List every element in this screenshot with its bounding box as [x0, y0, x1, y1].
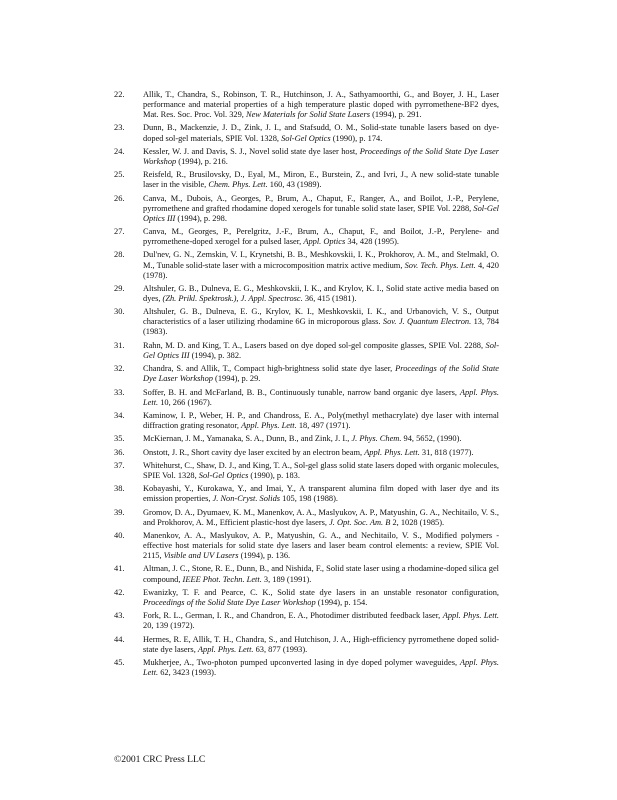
- reference-number: 26.: [114, 193, 125, 203]
- reference-source-italic: IEEE Phot. Techn. Lett.: [182, 574, 262, 584]
- reference-text: [143, 250, 499, 279]
- reference-text-segment: (1990), p. 174.: [330, 133, 383, 143]
- reference-number: 34.: [114, 410, 125, 420]
- reference-text-segment: 34, 428 (1995).: [345, 237, 399, 247]
- reference-number: 44.: [114, 634, 125, 644]
- reference-number: 29.: [114, 283, 125, 293]
- reference-entry: [114, 307, 499, 337]
- reference-entry: [114, 658, 499, 678]
- reference-text-segment: 36, 415 (1981).: [302, 294, 357, 303]
- reference-number: 36.: [114, 447, 125, 457]
- reference-entry: [114, 434, 499, 444]
- reference-list: [114, 90, 499, 681]
- reference-text: [143, 484, 499, 503]
- reference-number: 33.: [114, 387, 125, 397]
- reference-entry: [114, 250, 499, 280]
- reference-number: 24.: [114, 146, 125, 156]
- reference-text-segment: (1994), p. 136.: [238, 551, 291, 561]
- reference-text-segment: Gromov, D. A., Dyumaev, K. M., Manenkov, A. A., Maslyukov, A. P., Matyushin, G. A., Nechitailo, V. S., and Prokhorov, A. M., Efficient plastic-host dye lasers,: [143, 507, 499, 527]
- reference-number: 31.: [114, 340, 125, 350]
- reference-text-segment: 3, 189 (1991).: [261, 574, 312, 584]
- reference-source-italic: Proceedings of the Solid State Dye Laser Workshop: [143, 597, 316, 607]
- reference-text-segment: 10, 266 (1967).: [158, 397, 212, 407]
- reference-source-italic: Proceedings of the Solid State Dye Laser Workshop: [143, 364, 499, 384]
- reference-number: 23.: [114, 123, 125, 133]
- reference-text-segment: (1994), p. 154.: [315, 597, 368, 607]
- reference-source-italic: Sov. J. Quantum Electron.: [382, 317, 472, 327]
- reference-number: 22.: [114, 90, 125, 99]
- reference-entry: [114, 564, 499, 584]
- reference-entry: [114, 611, 499, 631]
- reference-text: [143, 147, 499, 166]
- reference-text-segment: 31, 818 (1977).: [419, 447, 474, 457]
- reference-text-segment: 94, 5652, (1990).: [401, 434, 462, 444]
- reference-text-segment: Chandra, S. and Allik, T., Compact high-brightness solid state dye laser,: [143, 364, 396, 374]
- reference-text-segment: Dul'nev, G. N., Zemskin, V. I., Krynetshi, B. B., Meshkovskii, I. K., Prokhorov, A. M., and Stelmakl, O. M., Tunable solid-state laser with a microcomposition matrix active medium,: [143, 250, 499, 270]
- reference-entry: [114, 411, 499, 431]
- reference-entry: [114, 448, 499, 458]
- reference-text-segment: (1994), p. 29.: [212, 374, 261, 384]
- reference-number: 45.: [114, 657, 125, 667]
- reference-text-segment: Reisfeld, R., Brusilovsky, D., Eyal, M., Miron, E., Burstein, Z., and Ivri, J., A new solid-state tunable laser in the visible,: [143, 170, 499, 190]
- reference-text: [143, 588, 499, 607]
- reference-text-segment: Kobayashi, Y., Kurokawa, Y., and Imai, Y., A transparent alumina film doped with laser dye and its emission properties,: [143, 484, 499, 504]
- reference-text: [143, 564, 499, 583]
- reference-text: [143, 194, 499, 223]
- reference-text-segment: 105, 198 (1988).: [280, 494, 338, 504]
- reference-text-segment: Altshuler, G. B., Dulneva, E. G., Krylov, K. I., Meshkovskii, I. K., and Urbanovich, V. S., Output characteristics of a laser utilizing rhodamine 6G in microporous glass.: [143, 307, 499, 327]
- reference-entry: [114, 194, 499, 224]
- reference-number: 40.: [114, 530, 125, 540]
- reference-entry: [114, 484, 499, 504]
- reference-text-segment: 160, 43 (1989).: [267, 180, 322, 190]
- reference-text-segment: Altman, J. C., Stone, R. E., Dunn, B., and Nishida, F., Solid state laser using a rhodamine-doped silica gel compound,: [143, 564, 499, 584]
- reference-source-italic: Appl. Phys. Lett.: [241, 420, 297, 430]
- reference-source-italic: Proceedings of the Solid State Dye Laser Workshop: [143, 146, 499, 166]
- reference-text-segment: Kessler, W. J. and Davis, S. J., Novel solid state dye laser host,: [143, 146, 360, 156]
- reference-text-segment: Allik, T., Chandra, S., Robinson, T. R., Hutchinson, J. A., Sathyamoorthi, G., and Boyer, J. H., Laser performance and material properties of a high temperature plastic doped with pyrromethene-BF2 dyes, Mat. Res. Soc. Proc. Vol. 329,: [143, 90, 499, 120]
- reference-text-segment: Dunn, B., Mackenzie, J. D., Zink, J. I., and Stafsudd, O. M., Solid-state tunable lasers based on dye-doped sol-gel materials, SPIE Vol. 1328,: [143, 123, 499, 143]
- reference-source-italic: Sol-Gel Optics: [281, 133, 331, 143]
- reference-entry: [114, 531, 499, 561]
- reference-text-segment: Fork, R. L., German, I. R., and Chandron, E. A., Photodimer distributed feedback laser,: [143, 611, 443, 621]
- reference-source-italic: Appl. Phys. Lett.: [143, 387, 499, 407]
- copyright-footer: ©2001 CRC Press LLC: [114, 754, 206, 765]
- reference-entry: [114, 635, 499, 655]
- reference-source-italic: Appl. Optics: [303, 237, 346, 247]
- reference-number: 28.: [114, 250, 125, 260]
- reference-number: 38.: [114, 484, 125, 494]
- reference-text: [143, 434, 461, 443]
- reference-source-italic: Appl. Phys. Lett.: [143, 657, 499, 677]
- reference-text: [143, 170, 499, 189]
- reference-text: [143, 90, 499, 119]
- reference-source-italic: Sol-Gel Optics: [198, 470, 249, 480]
- reference-source-italic: Visible and UV Lasers: [163, 551, 239, 561]
- reference-text-segment: (1994), p. 291.: [370, 110, 422, 120]
- reference-entry: [114, 284, 499, 304]
- reference-text-segment: Ewanizky, T. F. and Pearce, C. K., Solid state dye lasers in an unstable resonator configuration,: [143, 587, 499, 597]
- reference-entry: [114, 364, 499, 384]
- reference-source-italic: J. Opt. Soc. Am. B: [329, 517, 391, 527]
- reference-source-italic: Appl. Phys. Lett.: [197, 644, 254, 654]
- reference-source-italic: Sol-Gel Optics III: [143, 340, 499, 360]
- reference-text-segment: (1990), p. 183.: [248, 470, 300, 480]
- reference-text-segment: (1994), p. 298.: [175, 213, 227, 223]
- reference-text: [143, 388, 499, 407]
- reference-number: 42.: [114, 587, 125, 597]
- reference-entry: [114, 170, 499, 190]
- reference-source-italic: New Materials for Solid State Lasers: [245, 110, 370, 120]
- reference-text: [143, 227, 499, 246]
- reference-text: [143, 658, 499, 677]
- reference-source-italic: Sov. Tech. Phys. Lett.: [404, 260, 476, 270]
- reference-text-segment: Soffer, B. H. and McFarland, B. B., Continuously tunable, narrow band organic dye lasers,: [143, 387, 460, 397]
- reference-text-segment: Whitehurst, C., Shaw, D. J., and King, T. A., Sol-gel glass solid state lasers doped with organic molecules, SPIE Vol. 1328,: [143, 460, 499, 480]
- reference-text-segment: 62, 3423 (1993).: [158, 668, 217, 677]
- reference-text-segment: (1994), p. 382.: [189, 350, 242, 360]
- reference-text: [143, 123, 499, 142]
- reference-text: [143, 635, 499, 654]
- reference-source-italic: (Zh. Prikl. Spektrosk.), J. Appl. Spectrosc.: [162, 294, 303, 303]
- reference-text: [143, 411, 499, 430]
- reference-text-segment: 18, 497 (1971).: [296, 420, 351, 430]
- reference-text-segment: Manenkov, A. A., Maslyukov, A. P., Matyushin, G. A., and Nechitailo, V. S., Modified polymers - effective host materials for solid state dye lasers and laser beam control elements: a review, SPIE Vol. 2115,: [143, 530, 499, 561]
- reference-text: [143, 531, 499, 560]
- reference-text-segment: Canva, M., Dubois, A., Georges, P., Brum, A., Chaput, F., Ranger, A., and Boilot, J.-P., Perylene, pyrromethene and grafted rhodamine doped xerogels for tunable solid state laser, SPIE Vol. 2288,: [143, 193, 499, 213]
- reference-source-italic: Chem. Phys. Lett.: [208, 180, 268, 190]
- reference-text: [143, 364, 499, 383]
- reference-entry: [114, 147, 499, 167]
- reference-number: 35.: [114, 434, 125, 444]
- reference-text-segment: Onstott, J. R., Short cavity dye laser excited by an electron beam,: [143, 447, 365, 457]
- reference-text: [143, 611, 499, 630]
- reference-text-segment: 20, 139 (1972).: [143, 621, 195, 631]
- reference-text: [143, 461, 499, 480]
- reference-source-italic: Appl. Phys. Lett.: [442, 611, 499, 621]
- reference-entry: [114, 588, 499, 608]
- reference-text-segment: 63, 877 (1993).: [253, 644, 308, 654]
- reference-entry: [114, 341, 499, 361]
- reference-source-italic: Appl. Phys. Lett.: [364, 447, 420, 457]
- reference-text-segment: Kaminow, I. P., Weber, H. P., and Chandross, E. A., Poly(methyl methacrylate) dye laser with internal diffraction grating resonator,: [143, 410, 499, 430]
- reference-entry: [114, 388, 499, 408]
- reference-source-italic: Sol-Gel Optics III: [143, 203, 499, 223]
- reference-number: 37.: [114, 460, 125, 470]
- reference-source-italic: J. Non-Cryst. Solids: [212, 494, 281, 504]
- reference-number: 39.: [114, 507, 125, 517]
- reference-text-segment: 4, 420 (1978).: [143, 260, 499, 280]
- reference-entry: [114, 90, 499, 120]
- reference-text: [143, 508, 499, 527]
- reference-text-segment: Hermes, R. E, Allik, T. H., Chandra, S., and Hutchison, J. A., High-efficiency pyrromethene doped solid-state dye lasers,: [143, 634, 499, 654]
- reference-text-segment: Mukherjee, A., Two-photon pumped upconverted lasing in dye doped polymer waveguides,: [143, 657, 460, 667]
- reference-text: [143, 307, 499, 336]
- reference-entry: [114, 227, 499, 247]
- reference-text: [143, 448, 474, 457]
- reference-text-segment: Altshuler, G. B., Dulneva, E. G., Meshkovskii, I. K., and Krylov, K. I., Solid state active media based on dyes,: [143, 283, 499, 303]
- reference-entry: [114, 461, 499, 481]
- reference-number: 27.: [114, 227, 125, 237]
- reference-text-segment: Rahn, M. D. and King, T. A., Lasers based on dye doped sol-gel composite glasses, SPIE Vol. 2288,: [143, 340, 486, 350]
- reference-source-italic: J. Phys. Chem.: [351, 434, 402, 444]
- reference-text-segment: Canva, M., Georges, P., Perelgritz, J.-F., Brum, A., Chaput, F., and Boilot, J.-P., Perylene- and pyrromethene-doped xerogel for a pulsed laser,: [143, 227, 499, 247]
- reference-number: 41.: [114, 564, 125, 574]
- reference-text-segment: 13, 784 (1983).: [143, 317, 500, 337]
- reference-number: 32.: [114, 364, 125, 374]
- reference-number: 30.: [114, 307, 125, 317]
- reference-entry: [114, 508, 499, 528]
- reference-text-segment: (1994), p. 216.: [176, 156, 228, 166]
- reference-entry: [114, 123, 499, 143]
- reference-text-segment: 2, 1028 (1985).: [390, 517, 445, 527]
- reference-number: 25.: [114, 170, 125, 180]
- reference-text: [143, 341, 499, 360]
- reference-text-segment: McKiernan, J. M., Yamanaka, S. A., Dunn, B., and Zink, J. I.,: [143, 434, 352, 444]
- reference-number: 43.: [114, 611, 125, 621]
- reference-text: [143, 284, 499, 303]
